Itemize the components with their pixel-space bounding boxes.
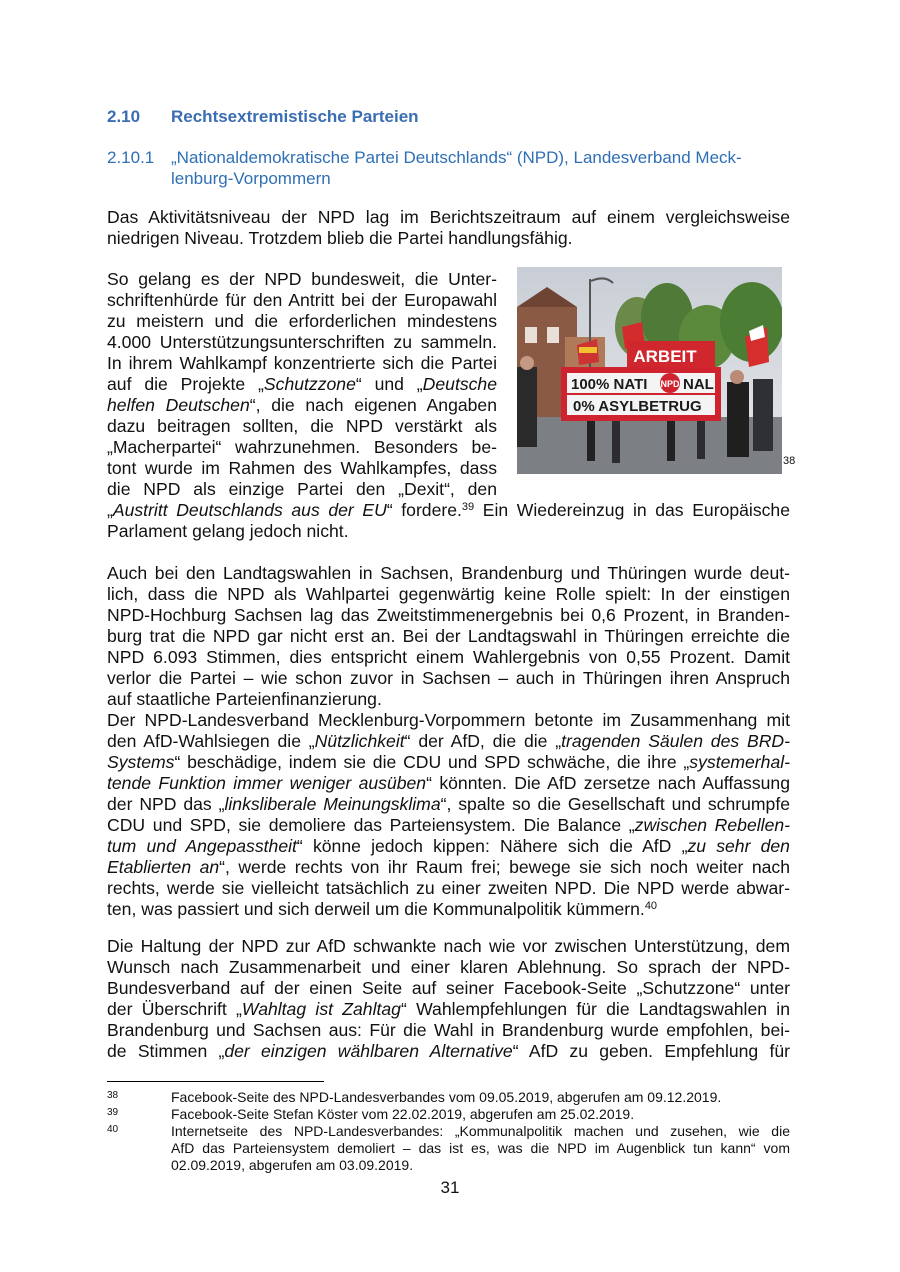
demonstration-photo-graphic — [517, 267, 782, 474]
subsection-number: 2.10.1 — [107, 148, 155, 167]
banner-logo: NPD — [660, 379, 680, 389]
footnote-ref-39[interactable]: 39 — [461, 501, 475, 513]
page-number: 31 — [440, 1178, 460, 1197]
banner-top-text: ARBEIT — [633, 347, 697, 366]
paragraph-haltung-afd: Die Haltung der NPD zur AfD schwankte nach wie vor zwischen Unterstützung, dem Wunsch nach Zusammenarbeit und einer klaren Ablehnung. So sprach der NPD- Bundesverband auf der einen Seite auf seiner Facebook-Seite „Schutzzone“ unter der Überschrift „Wahltag ist Zahltag“ Wahlempfehlungen für die Landtagswahlen in Brandenburg und Sachsen aus: Für die Wahl in Brandenburg wurde empfohlen, bei- de Stimmen „der einzigen wählbaren Alternative“ AfD zu geben. Empfehlung für — [107, 936, 791, 1061]
photo-footnote-ref-38[interactable]: 38 — [783, 455, 796, 467]
paragraph-intro: Das Aktivitätsniveau der NPD lag im Berichtszeitraum auf einem vergleichsweise niedrigen Niveau. Trotzdem blieb die Partei handlungsfähig. — [107, 207, 790, 248]
paragraph-europawahl-cont: „Austritt Deutschlands aus der EU“ fordere.$^{39}$ Ein Wiedereinzug in das Europäische Parlament gelang jedoch nicht. — [107, 500, 791, 541]
banner-line2: 0% ASYLBETRUG — [573, 398, 702, 415]
paragraph-landtagswahlen: Auch bei den Landtagswahlen in Sachsen, Brandenburg und Thüringen wurde deut- lich, dass die NPD als Wahlpartei gegenwärtig keine Rolle spielt: In der einstigen NPD-Hochburg Sachsen lag das Zweitstimmenergebnis bei 0,6 Prozent, in Branden- burg trat die NPD gar nicht erst an. Bei der Landtagswahl in Thüringen erreichte die NPD 6.093 Stimmen, dies entspricht einem Wahlergebnis von 0,55 Prozent. Damit verlor die Partei – wie schon zuvor in Sachsen – auch in Thüringen ihren Anspruch auf staatliche Parteienfinanzierung. — [107, 563, 790, 709]
section-heading — [107, 107, 419, 127]
paragraph-europawahl: So gelang es der NPD bundesweit, die Unter- schriftenhürde für den Antritt bei der Europawahl zu meistern und die erforderlichen mindestens 4.000 Unterstützungsunterschriften zu sammeln. In ihrem Wahlkampf konzentrierte sich die Partei auf die Projekte „Schutzzone“ und „Deutsche helfen Deutschen“, die nach eigenen Angaben dazu beitragen sollten, die NPD verstärkt als „Macherpartei“ wahrzunehmen. Besonders be- tont wurde im Rahmen des Wahlkampfes, dass die NPD als einzige Partei den „Dexit“, den — [107, 269, 497, 499]
paragraph-afd-nuetzlichkeit: Der NPD-Landesverband Mecklenburg-Vorpommern betonte im Zusammenhang mit den AfD-Wahlsiegen die „Nützlichkeit“ der AfD, die die „tragenden Säulen des BRD- Systems“ beschädige, indem sie die CDU und SPD schwäche, die ihre „systemerhal- tende Funktion immer weniger ausüben“ könnten. Die AfD zersetze nach Auffassung der NPD das „linksliberale Meinungsklima“, spalte so die Gesellschaft und schrumpfe CDU und SPD, sie demoliere das Parteiensystem. Die Balance „zwischen Rebellen- tum und Angepasstheit“ könne jedoch kippen: Nähere sich die AfD „zu sehr den Etablierten an“, werde rechts von ihr Raum frei; bewege sie sich noch weiter nach rechts, werde sie vielleicht tatsächlich zu einer zweiten NPD. Die NPD werde abwar- ten, was passiert und sich derweil um die Kommunalpolitik kümmern.$^{40}$ — [107, 710, 790, 919]
footnote-ref-40[interactable]: 40 — [644, 900, 658, 912]
section-number: 2.10 — [107, 107, 141, 126]
banner-line1-a: 100% NATI — [571, 376, 648, 393]
banner-line1-b: NAL — [683, 376, 714, 393]
subsection-title: „Nationaldemokratische Partei Deutschlands“ (NPD), Landesverband Meck- lenburg-Vorpommern — [171, 148, 742, 188]
section-title: Rechtsextremistische Parteien — [171, 107, 419, 126]
footnote-separator — [107, 1081, 324, 1082]
demonstration-photo — [517, 267, 782, 474]
